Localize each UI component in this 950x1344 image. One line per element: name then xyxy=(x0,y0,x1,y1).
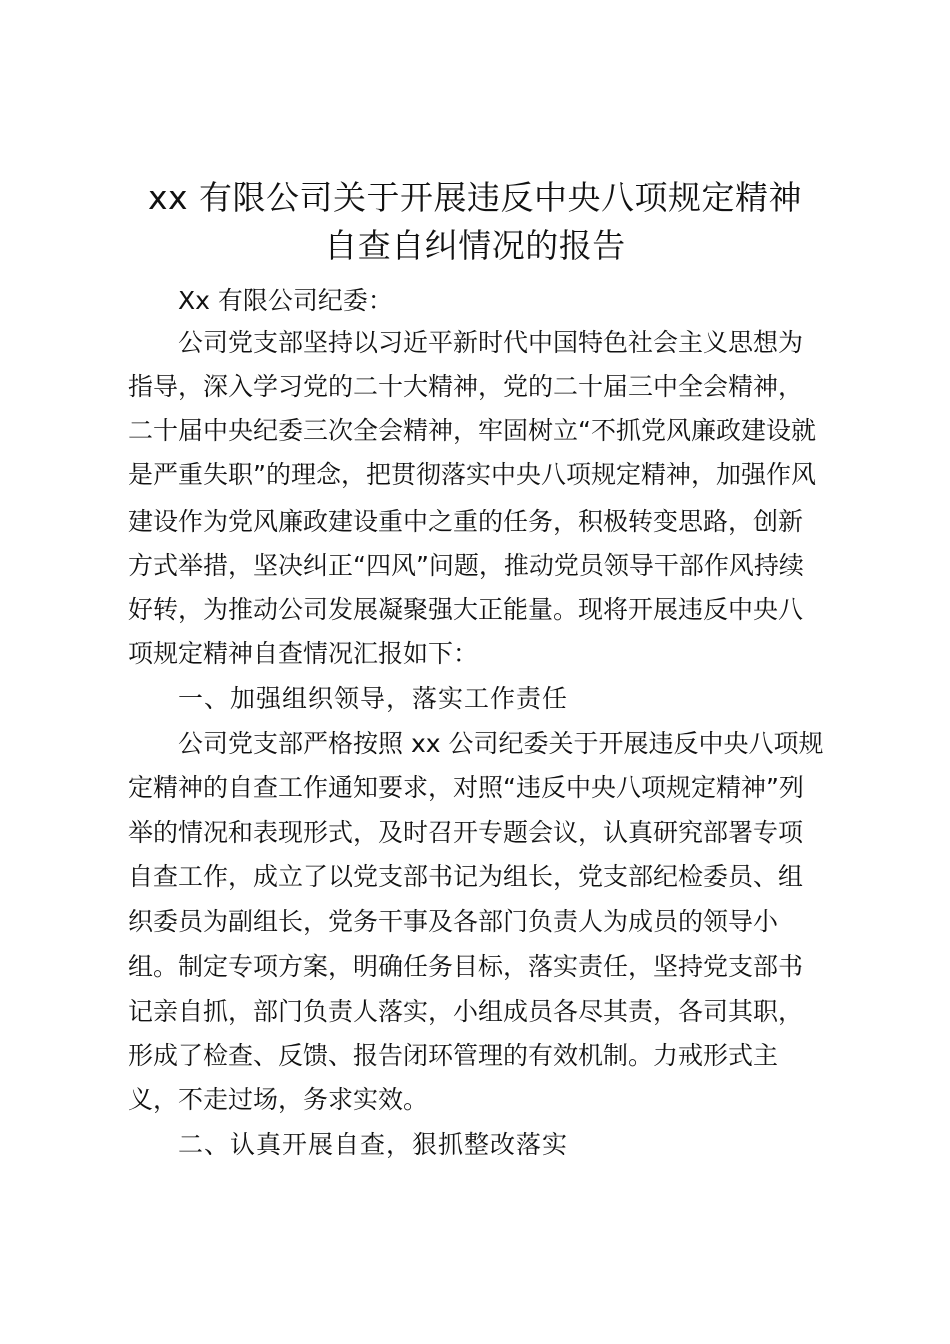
section-heading-1: 一、加强组织领导，落实工作责任 xyxy=(178,684,569,713)
paragraph-1-line: 指导，深入学习党的二十大精神，党的二十届三中全会精神， xyxy=(128,372,804,401)
paragraph-2-line: 自查工作，成立了以党支部书记为组长，党支部纪检委员、组 xyxy=(128,862,804,891)
paragraph-1-line: 是严重失职”的理念，把贯彻落实中央八项规定精神，加强作风 xyxy=(128,460,816,489)
paragraph-1-line: 二十届中央纪委三次全会精神，牢固树立“不抓党风廉政建设就 xyxy=(128,416,816,445)
paragraph-1-line: 建设作为党风廉政建设重中之重的任务，积极转变思路，创新 xyxy=(128,507,804,536)
paragraph-2-line: 定精神的自查工作通知要求，对照“违反中央八项规定精神”列 xyxy=(128,773,804,802)
document-title-line-1: xx 有限公司关于开展违反中央八项规定精神 xyxy=(147,178,803,217)
document-title-line-2: 自查自纠情况的报告 xyxy=(324,226,626,265)
paragraph-2-line: 形成了检查、反馈、报告闭环管理的有效机制。力戒形式主 xyxy=(128,1041,779,1070)
paragraph-2-line: 记亲自抓，部门负责人落实，小组成员各尽其责，各司其职， xyxy=(128,997,804,1026)
paragraph-2-line: 组。制定专项方案，明确任务目标，落实责任，坚持党支部书 xyxy=(128,952,804,981)
paragraph-2-line: 织委员为副组长，党务干事及各部门负责人为成员的领导小 xyxy=(128,907,779,936)
paragraph-2-line: 举的情况和表现形式，及时召开专题会议，认真研究部署专项 xyxy=(128,818,804,847)
paragraph-1-line: 好转，为推动公司发展凝聚强大正能量。现将开展违反中央八 xyxy=(128,595,804,624)
paragraph-2-line: 义，不走过场，务求实效。 xyxy=(128,1085,429,1114)
salutation: Xx 有限公司纪委： xyxy=(178,286,393,315)
section-heading-2: 二、认真开展自查，狠抓整改落实 xyxy=(178,1130,569,1159)
paragraph-1-line: 公司党支部坚持以习近平新时代中国特色社会主义思想为 xyxy=(178,328,804,357)
paragraph-2-line: 公司党支部严格按照 xx 公司纪委关于开展违反中央八项规 xyxy=(178,729,824,758)
paragraph-1-line: 项规定精神自查情况汇报如下： xyxy=(128,639,479,668)
paragraph-1-line: 方式举措，坚决纠正“四风”问题，推动党员领导干部作风持续 xyxy=(128,551,804,580)
